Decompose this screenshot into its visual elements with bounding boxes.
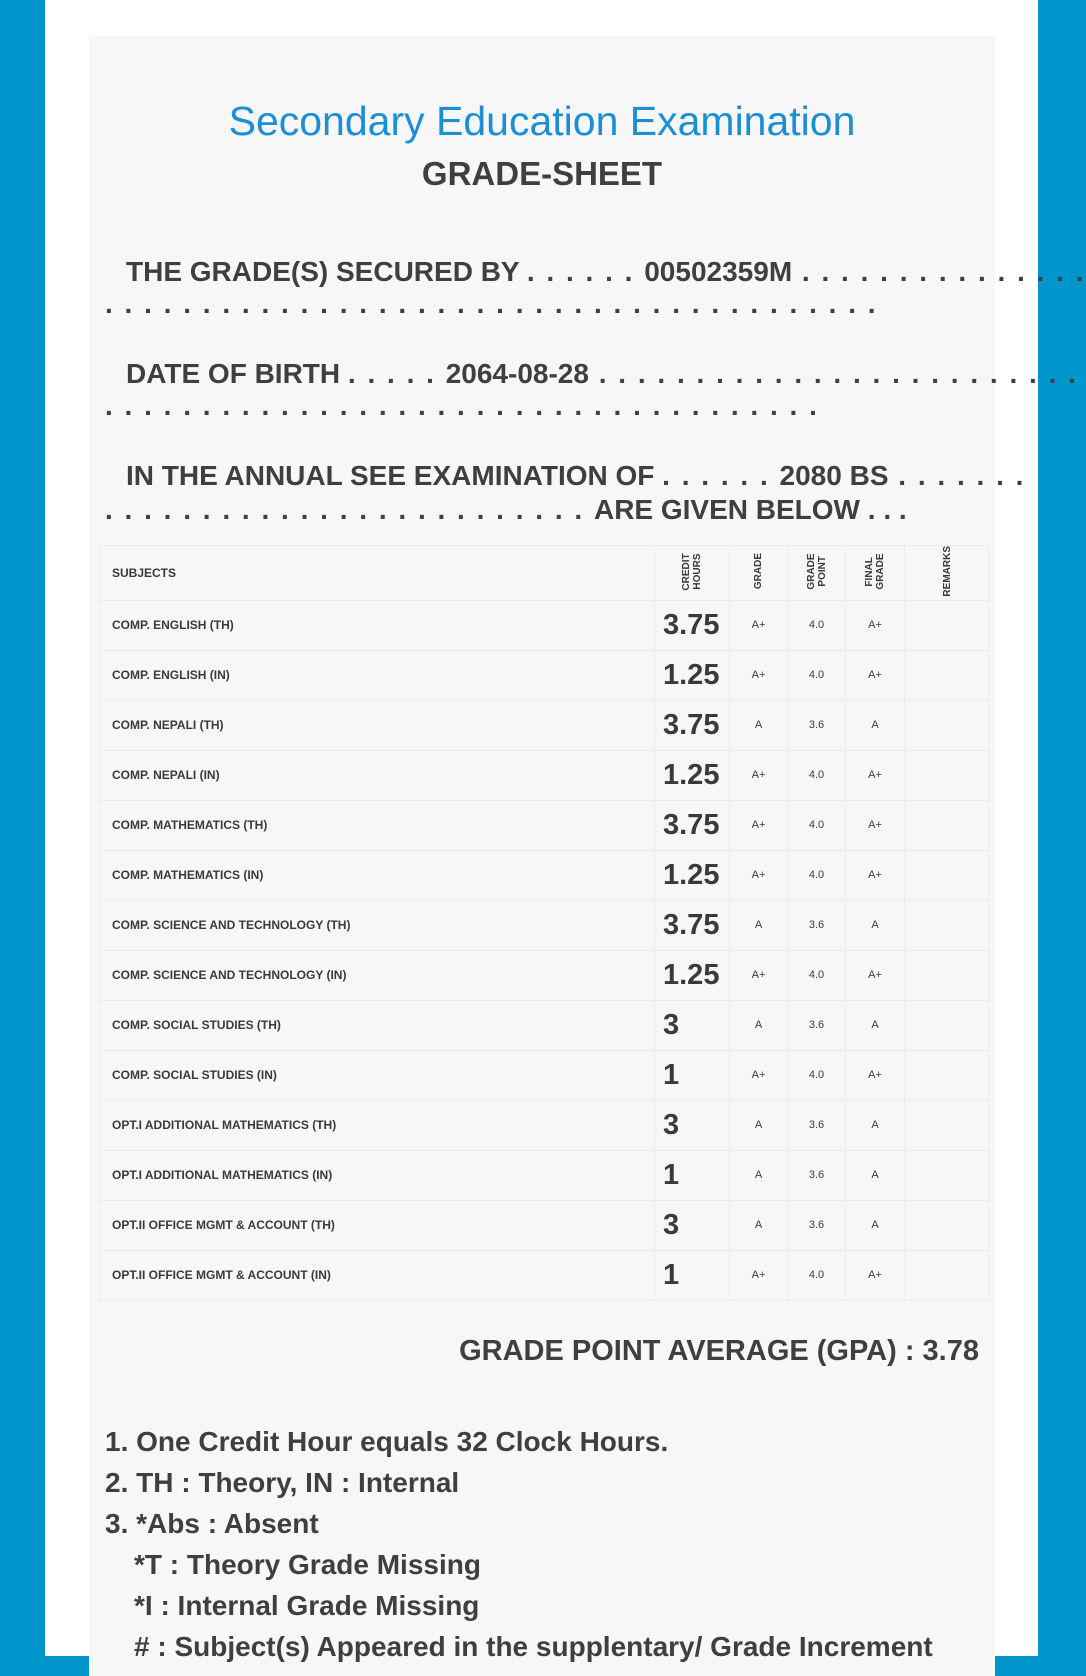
table-row [100, 1050, 990, 1100]
subject-cell: COMP. SOCIAL STUDIES (IN) [100, 1050, 655, 1100]
credit-hours-cell: 3 [655, 1100, 730, 1150]
grade-cell: A+ [730, 800, 788, 850]
final-grade-header: FINAL GRADE [846, 546, 905, 601]
table-row [100, 1150, 990, 1200]
table-row [100, 650, 990, 700]
grade-cell: A [730, 1100, 788, 1150]
grade-point-cell: 3.6 [788, 1200, 846, 1250]
notes-list [105, 1421, 985, 1667]
final-grade-cell: A+ [846, 600, 905, 650]
exam-title: Secondary Education Examination [228, 98, 856, 144]
final-grade-cell: A+ [846, 1050, 905, 1100]
table-row [100, 900, 990, 950]
table-row [100, 1000, 990, 1050]
note-item: *T : Theory Grade Missing [134, 1549, 481, 1580]
remarks-cell [905, 900, 990, 950]
credit-hours-cell: 1.25 [655, 850, 730, 900]
credit-hours-cell: 1 [655, 1250, 730, 1300]
grade-cell: A+ [730, 750, 788, 800]
subject-cell: COMP. NEPALI (TH) [100, 700, 655, 750]
grade-point-cell: 3.6 [788, 1150, 846, 1200]
subjects-header: SUBJECTS [100, 546, 655, 601]
credit-hours-cell: 3.75 [655, 800, 730, 850]
dob-value: 2064-08-28 [445, 358, 589, 389]
symbol-number: 00502359M [644, 256, 793, 287]
grade-cell: A+ [730, 1050, 788, 1100]
final-grade-cell: A [846, 1100, 905, 1150]
dob-line: DATE OF BIRTH . . . . . 2064-08-28 . . . . . . . . . . . . . . . . . . . . . . . . . [126, 358, 1078, 389]
final-grade-cell: A+ [846, 850, 905, 900]
table-row [100, 1250, 990, 1300]
grade-cell: A+ [730, 600, 788, 650]
remarks-header: REMARKS [905, 546, 990, 601]
subject-cell: OPT.I ADDITIONAL MATHEMATICS (IN) [100, 1150, 655, 1200]
credit-hours-cell: 3 [655, 1000, 730, 1050]
exam-line: IN THE ANNUAL SEE EXAMINATION OF . . . . . . 2080 BS . . . . . . . [126, 460, 1026, 491]
credit-hours-cell: 1 [655, 1050, 730, 1100]
grade-sheet [89, 36, 1086, 1676]
subject-cell: COMP. MATHEMATICS (TH) [100, 800, 655, 850]
subject-cell: OPT.II OFFICE MGMT & ACCOUNT (TH) [100, 1200, 655, 1250]
remarks-cell [905, 650, 990, 700]
grade-point-cell: 4.0 [788, 850, 846, 900]
table-row [100, 600, 990, 650]
grade-point-cell: 3.6 [788, 900, 846, 950]
grade-point-cell: 4.0 [788, 600, 846, 650]
table-row [100, 700, 990, 750]
table-row [100, 750, 990, 800]
remarks-cell [905, 800, 990, 850]
credit-hours-cell: 1 [655, 1150, 730, 1200]
credit-hours-header: CREDIT HOURS [655, 546, 730, 601]
grades-table [99, 545, 990, 1301]
grade-point-cell: 3.6 [788, 1000, 846, 1050]
exam-label: IN THE ANNUAL SEE EXAMINATION OF [126, 460, 655, 491]
final-grade-cell: A+ [846, 1250, 905, 1300]
subject-cell: COMP. ENGLISH (TH) [100, 600, 655, 650]
subject-cell: OPT.II OFFICE MGMT & ACCOUNT (IN) [100, 1250, 655, 1300]
grade-point-cell: 4.0 [788, 1050, 846, 1100]
final-grade-cell: A [846, 1150, 905, 1200]
final-grade-cell: A [846, 1000, 905, 1050]
remarks-cell [905, 1150, 990, 1200]
note-item: 1. One Credit Hour equals 32 Clock Hours. [105, 1426, 669, 1457]
page [45, 0, 1086, 1662]
subject-cell: OPT.I ADDITIONAL MATHEMATICS (TH) [100, 1100, 655, 1150]
credit-hours-cell: 3.75 [655, 700, 730, 750]
subject-cell: COMP. NEPALI (IN) [100, 750, 655, 800]
secured-by-line: THE GRADE(S) SECURED BY . . . . . . 00502359M . . . . . . . . . . . . . . . [126, 256, 1086, 287]
credit-hours-cell: 1.25 [655, 650, 730, 700]
exam-year: 2080 BS [779, 460, 889, 491]
table-row [100, 850, 990, 900]
final-grade-cell: A+ [846, 950, 905, 1000]
grade-cell: A+ [730, 650, 788, 700]
grade-cell: A+ [730, 850, 788, 900]
grade-cell: A+ [730, 1250, 788, 1300]
subject-cell: COMP. SCIENCE AND TECHNOLOGY (IN) [100, 950, 655, 1000]
final-grade-cell: A+ [846, 650, 905, 700]
table-row [100, 950, 990, 1000]
subject-cell: COMP. SOCIAL STUDIES (TH) [100, 1000, 655, 1050]
credit-hours-cell: 1.25 [655, 750, 730, 800]
table-row [100, 1200, 990, 1250]
remarks-cell [905, 1000, 990, 1050]
note-item: 2. TH : Theory, IN : Internal [105, 1467, 460, 1498]
note-item: # : Subject(s) Appeared in the supplentary/ Grade Increment [134, 1631, 933, 1662]
grade-point-cell: 4.0 [788, 1250, 846, 1300]
table-row [100, 800, 990, 850]
grade-point-cell: 4.0 [788, 750, 846, 800]
table-header-row [100, 546, 990, 601]
subject-cell: COMP. ENGLISH (IN) [100, 650, 655, 700]
final-grade-cell: A [846, 900, 905, 950]
final-grade-cell: A [846, 1200, 905, 1250]
final-grade-cell: A [846, 700, 905, 750]
dotted-line: . . . . . . . . . . . . . . . . . . . . . . . . . . . . . . . . . . . . . . . . [105, 288, 878, 319]
note-item: *I : Internal Grade Missing [134, 1590, 480, 1621]
grade-point-cell: 4.0 [788, 650, 846, 700]
grade-cell: A [730, 700, 788, 750]
grade-cell: A+ [730, 950, 788, 1000]
exam-line-continued: . . . . . . . . . . . . . . . . . . . . . . . . . ARE GIVEN BELOW . . . [105, 494, 907, 525]
grade-cell: A [730, 1000, 788, 1050]
gpa-summary: GRADE POINT AVERAGE (GPA) : 3.78 [459, 1335, 979, 1367]
remarks-cell [905, 850, 990, 900]
table-row [100, 1100, 990, 1150]
final-grade-cell: A+ [846, 750, 905, 800]
remarks-cell [905, 1100, 990, 1150]
grade-point-cell: 4.0 [788, 950, 846, 1000]
subject-cell: COMP. SCIENCE AND TECHNOLOGY (TH) [100, 900, 655, 950]
note-item: 3. *Abs : Absent [105, 1508, 319, 1539]
grade-point-cell: 4.0 [788, 800, 846, 850]
final-grade-cell: A+ [846, 800, 905, 850]
remarks-cell [905, 1200, 990, 1250]
given-below-text: ARE GIVEN BELOW . . . [593, 494, 907, 525]
grade-cell: A [730, 1150, 788, 1200]
credit-hours-cell: 3.75 [655, 900, 730, 950]
grade-cell: A [730, 900, 788, 950]
grade-point-cell: 3.6 [788, 1100, 846, 1150]
grade-header: GRADE [730, 546, 788, 601]
grade-point-header: GRADE POINT [788, 546, 846, 601]
dotted-line: . . . . . . . . . . . . . . . . . . . . . . . . . . . . . . . . . . . . . [105, 390, 819, 421]
grade-point-cell: 3.6 [788, 700, 846, 750]
dob-label: DATE OF BIRTH [126, 358, 341, 389]
credit-hours-cell: 3.75 [655, 600, 730, 650]
subject-cell: COMP. MATHEMATICS (IN) [100, 850, 655, 900]
secured-by-label: THE GRADE(S) SECURED BY [126, 256, 520, 287]
remarks-cell [905, 750, 990, 800]
remarks-cell [905, 950, 990, 1000]
credit-hours-cell: 3 [655, 1200, 730, 1250]
sheet-subtitle: GRADE-SHEET [421, 155, 663, 192]
grade-cell: A [730, 1200, 788, 1250]
remarks-cell [905, 1050, 990, 1100]
remarks-cell [905, 1250, 990, 1300]
remarks-cell [905, 600, 990, 650]
remarks-cell [905, 700, 990, 750]
credit-hours-cell: 1.25 [655, 950, 730, 1000]
